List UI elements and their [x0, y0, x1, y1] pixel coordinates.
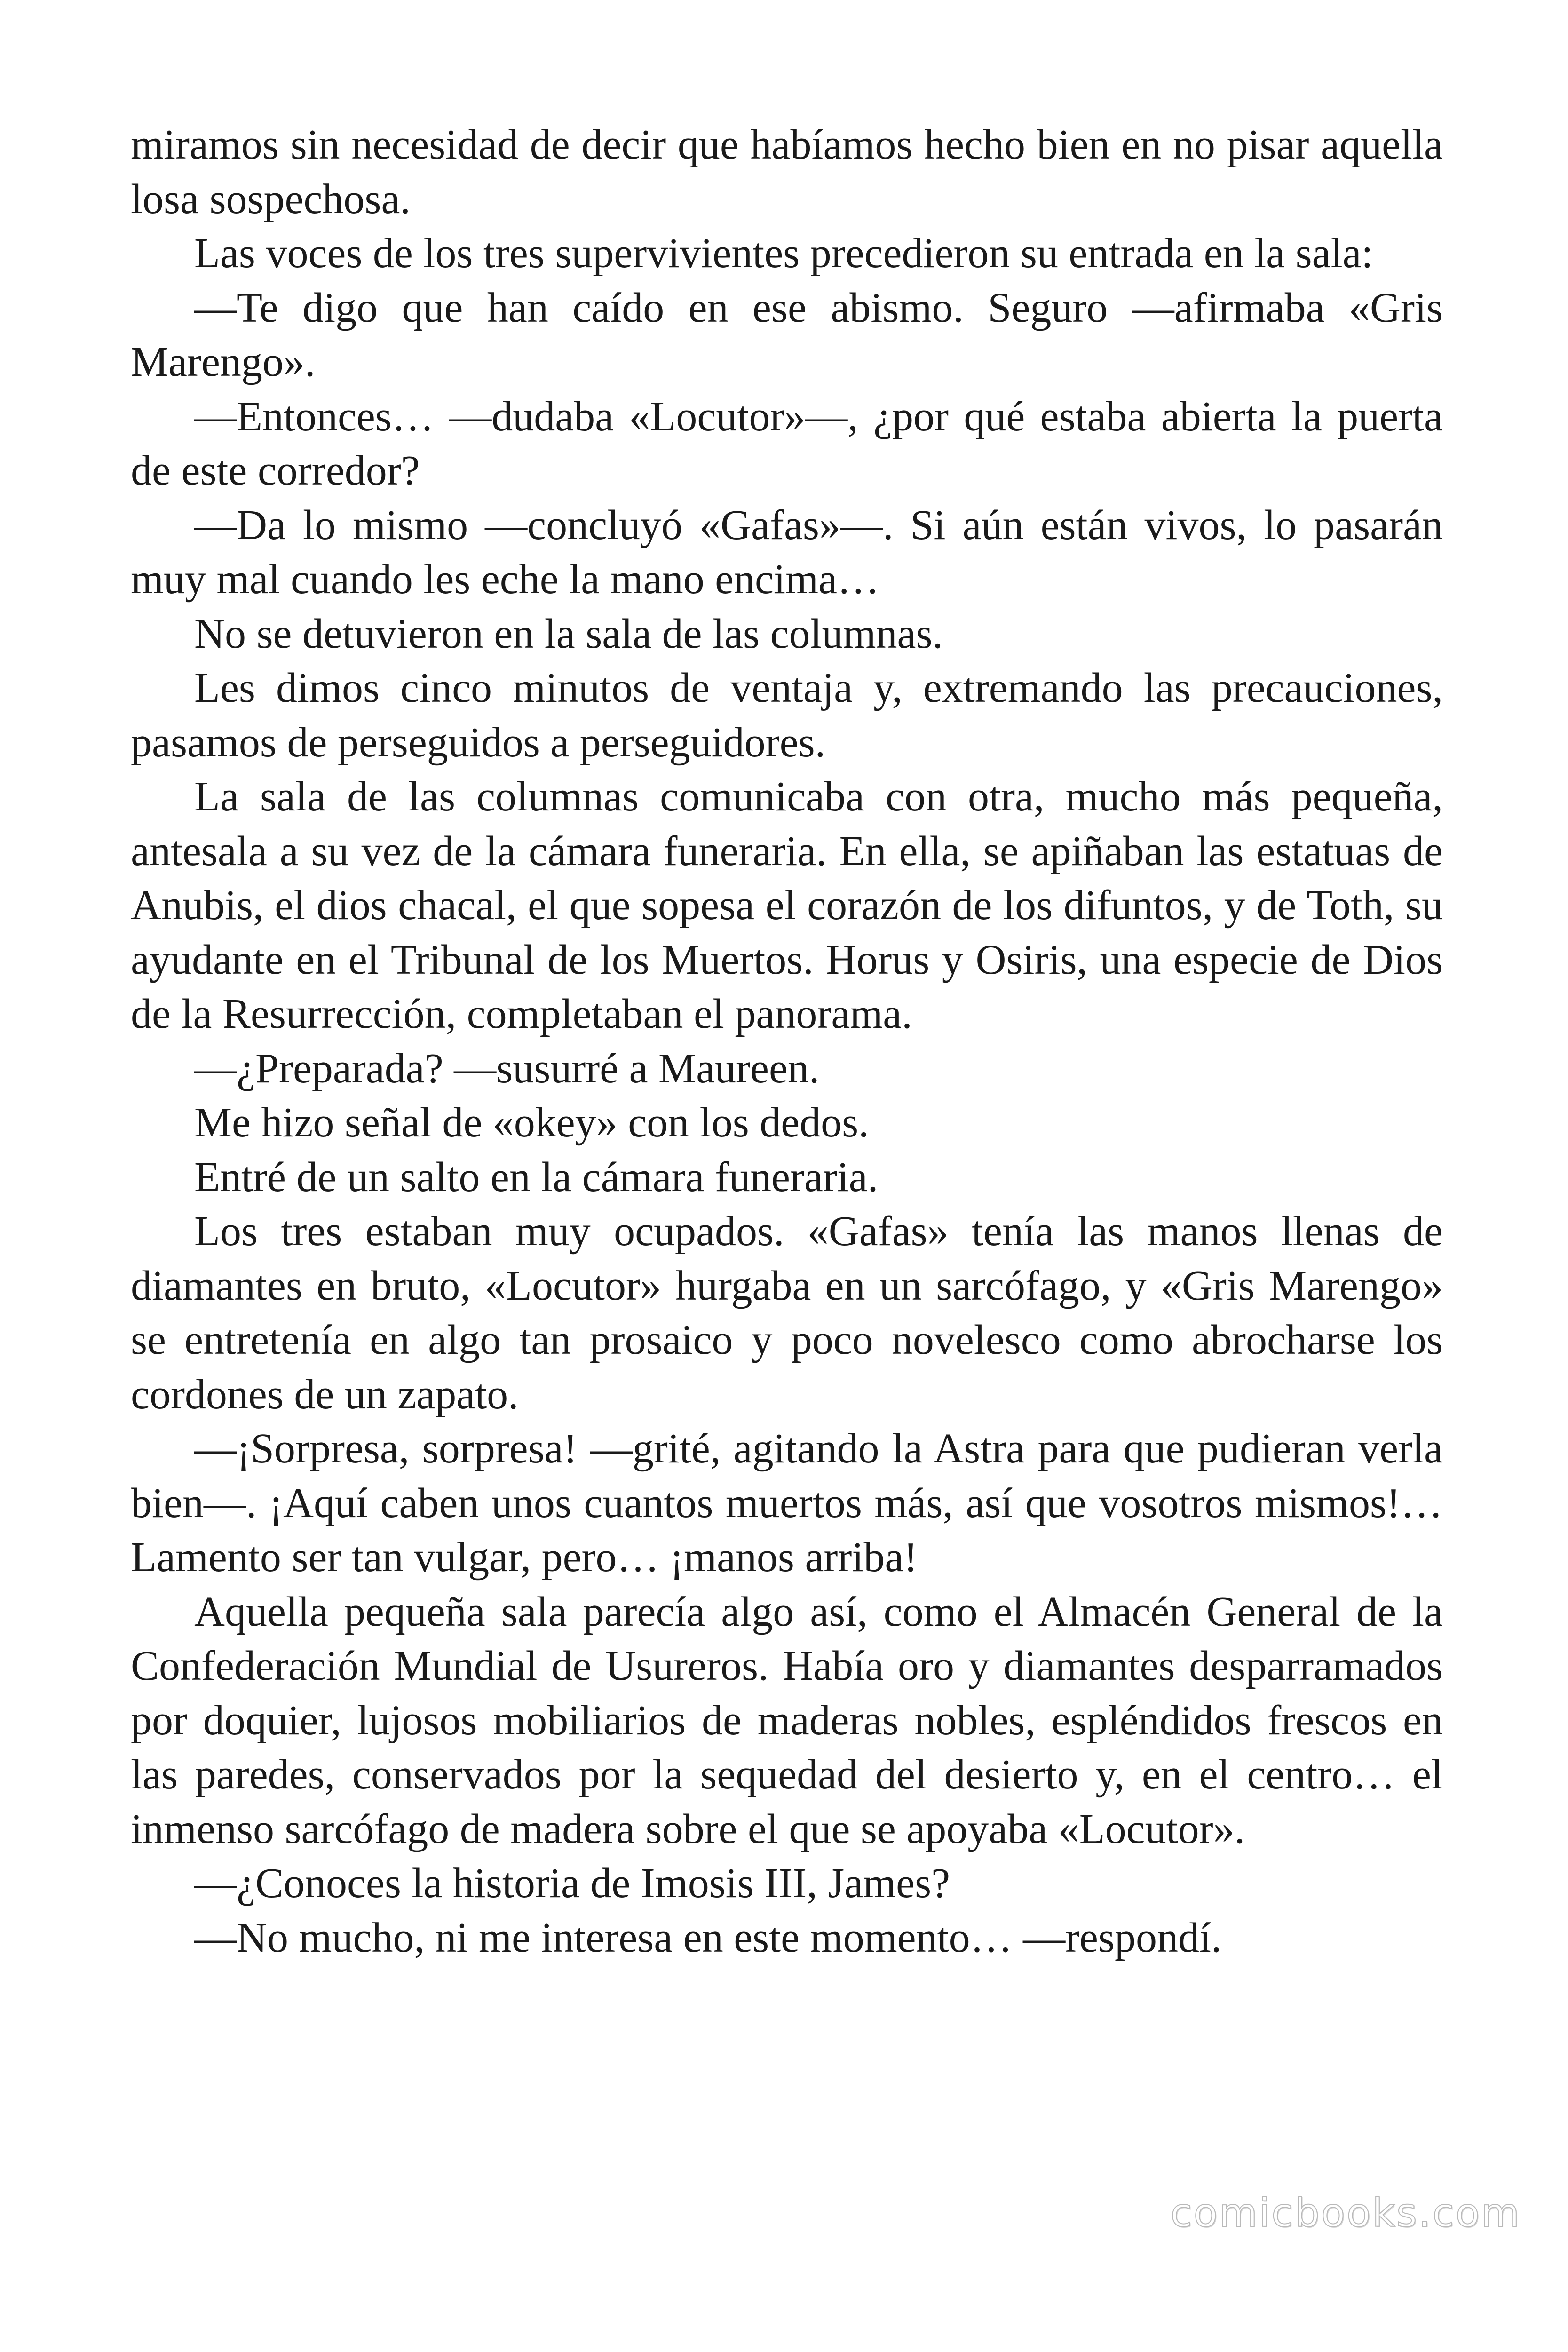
paragraph: miramos sin necesidad de decir que habíamos hecho bien en no pisar aquella losa sospechosa.	[131, 121, 1443, 222]
paragraph: —¿Preparada? —susurré a Maureen.	[194, 1045, 820, 1092]
paragraph: —Da lo mismo —concluyó «Gafas»—. Si aún están vivos, lo pasarán muy mal cuando les eche la mano encima…	[131, 501, 1443, 603]
paragraph: No se detuvieron en la sala de las columnas.	[194, 610, 943, 657]
paragraph: Aquella pequeña sala parecía algo así, como el Almacén General de la Confederación Mundial de Usureros. Había oro y diamantes desparramados por doquier, lujosos mobiliarios de maderas nobles, espléndidos frescos en las paredes, conservados por la sequedad del desierto y, en el centro… el inmenso sarcófago de madera sobre el que se apoyaba «Locutor».	[131, 1588, 1443, 1852]
paragraph: Los tres estaban muy ocupados. «Gafas» tenía las manos llenas de diamantes en bruto, «Locutor» hurgaba en un sarcófago, y «Gris Marengo» se entretenía en algo tan prosaico y poco novelesco como abrocharse los cordones de un zapato.	[131, 1208, 1443, 1418]
paragraph: Entré de un salto en la cámara funeraria.	[194, 1153, 879, 1200]
watermark: comicbooks.com	[1170, 2190, 1521, 2236]
paragraph: —¡Sorpresa, sorpresa! —grité, agitando la Astra para que pudieran verla bien—. ¡Aquí caben unos cuantos muertos más, así que vosotros mismos!… Lamento ser tan vulgar, pero… ¡manos arriba!	[131, 1425, 1443, 1581]
paragraph: —¿Conoces la historia de Imosis III, James?	[194, 1860, 950, 1907]
page-body	[131, 118, 1443, 1965]
paragraph: —Te digo que han caído en ese abismo. Seguro —afirmaba «Gris Marengo».	[131, 284, 1443, 385]
paragraph: Les dimos cinco minutos de ventaja y, extremando las precauciones, pasamos de perseguidos a perseguidores.	[131, 665, 1443, 766]
paragraph: Me hizo señal de «okey» con los dedos.	[194, 1099, 869, 1146]
paragraph: —Entonces… —dudaba «Locutor»—, ¿por qué estaba abierta la puerta de este corredor?	[131, 393, 1443, 494]
paragraph: Las voces de los tres supervivientes precedieron su entrada en la sala:	[194, 230, 1373, 277]
paragraph: La sala de las columnas comunicaba con otra, mucho más pequeña, antesala a su vez de la cámara funeraria. En ella, se apiñaban las estatuas de Anubis, el dios chacal, el que sopesa el corazón de los difuntos, y de Toth, su ayudante en el Tribunal de los Muertos. Horus y Osiris, una especie de Dios de la Resurrección, completaban el panorama.	[131, 773, 1443, 1037]
paragraph: —No mucho, ni me interesa en este momento… —respondí.	[194, 1914, 1222, 1961]
